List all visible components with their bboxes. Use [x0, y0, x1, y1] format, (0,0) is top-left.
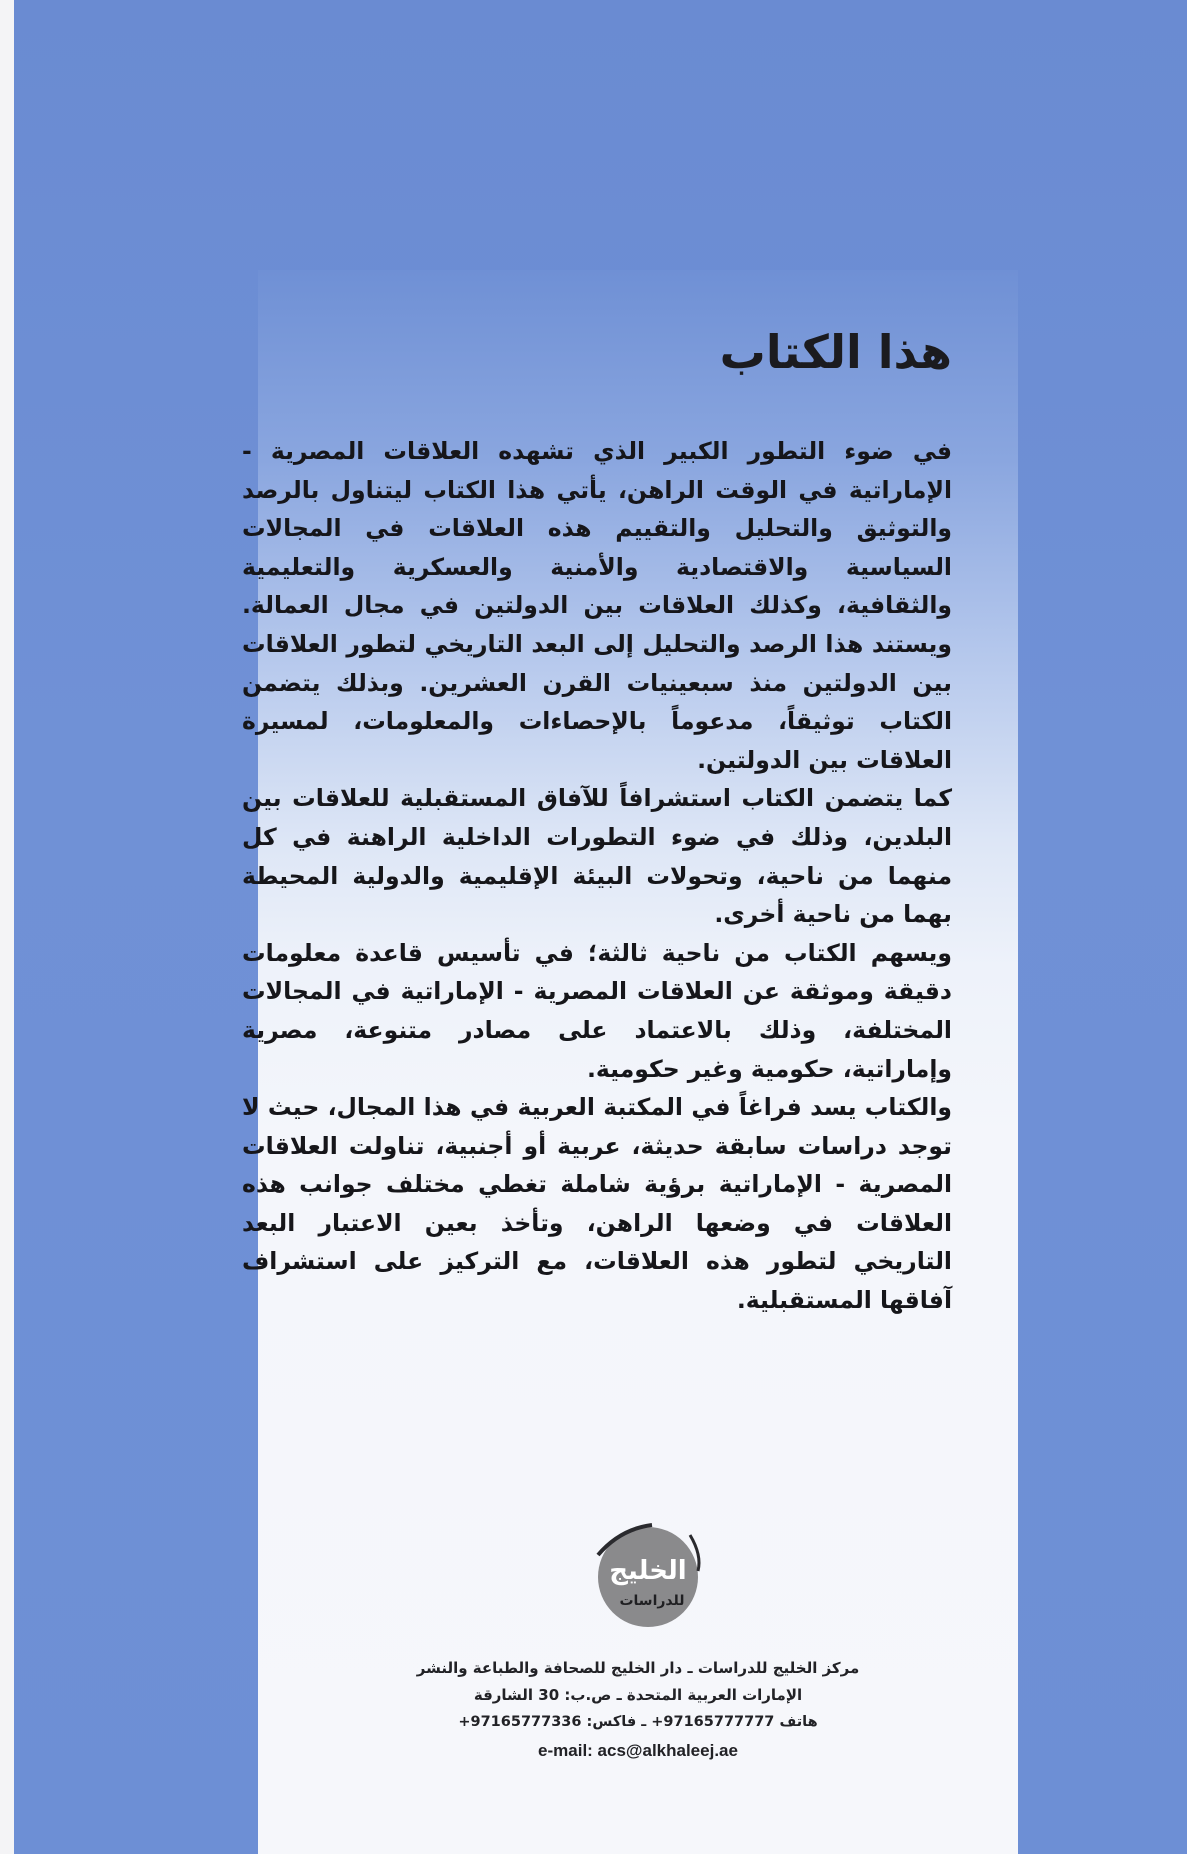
- publisher-phone: هاتف 97165777777+ ـ فاكس: 97165777336+: [458, 1714, 818, 1730]
- paragraph: ويسهم الكتاب من ناحية ثالثة؛ في تأسيس قاعدة معلومات دقيقة وموثقة عن العلاقات المصرية - الإماراتية في المجالات المختلفة، وذلك بالاعتماد على مصادر متنوعة، مصرية وإماراتية، حكومية وغير حكومية.: [242, 938, 952, 1083]
- publisher-info: [258, 1655, 1018, 1766]
- publisher-email: e-mail: acs@alkhaleej.ae: [538, 1741, 738, 1760]
- logo-name: الخليج: [609, 1556, 687, 1586]
- logo-subtitle: للدراسات: [619, 1593, 685, 1609]
- description-text: [242, 432, 952, 1320]
- logo-graphic: [590, 1515, 710, 1635]
- paragraph: والكتاب يسد فراغاً في المكتبة العربية في هذا المجال، حيث لا توجد دراسات سابقة حديثة، عربية أو أجنبية، تناولت العلاقات المصرية - الإماراتية برؤية شاملة تغطي مختلف جوانب هذه العلاقات في وضعها الراهن، وتأخذ بعين الاعتبار البعد التاريخي لتطور هذه العلاقات، مع التركيز على استشراف آفاقها المستقبلية.: [242, 1093, 952, 1315]
- publisher-address: الإمارات العربية المتحدة ـ ص.ب: 30 الشارقة: [473, 1686, 803, 1704]
- publisher-line-1: مركز الخليج للدراسات ـ دار الخليج للصحافة والطباعة والنشر: [416, 1659, 860, 1677]
- paragraph: كما يتضمن الكتاب استشرافاً للآفاق المستقبلية للعلاقات بين البلدين، وذلك في ضوء التطورات الداخلية الراهنة في كل منهما من ناحية، وتحولات البيئة الإقليمية والدولية المحيطة بهما من ناحية أخرى.: [242, 784, 952, 929]
- page-edge: [0, 0, 14, 1854]
- paragraph: في ضوء التطور الكبير الذي تشهده العلاقات المصرية - الإماراتية في الوقت الراهن، يأتي هذا الكتاب ليتناول بالرصد والتوثيق والتحليل والتقييم هذه العلاقات في المجالات السياسية والاقتصادية والأمنية والعسكرية والتعليمية والثقافية، وكذلك العلاقات بين الدولتين في مجال العمالة. ويستند هذا الرصد والتحليل إلى البعد التاريخي لتطور العلاقات بين الدولتين منذ سبعينيات القرن العشرين. وبذلك يتضمن الكتاب توثيقاً، مدعوماً بالإحصاءات والمعلومات، لمسيرة العلاقات بين الدولتين.: [242, 437, 952, 774]
- alkhaleej-studies-logo-icon: [590, 1515, 710, 1635]
- page-title: هذا الكتاب: [719, 325, 952, 379]
